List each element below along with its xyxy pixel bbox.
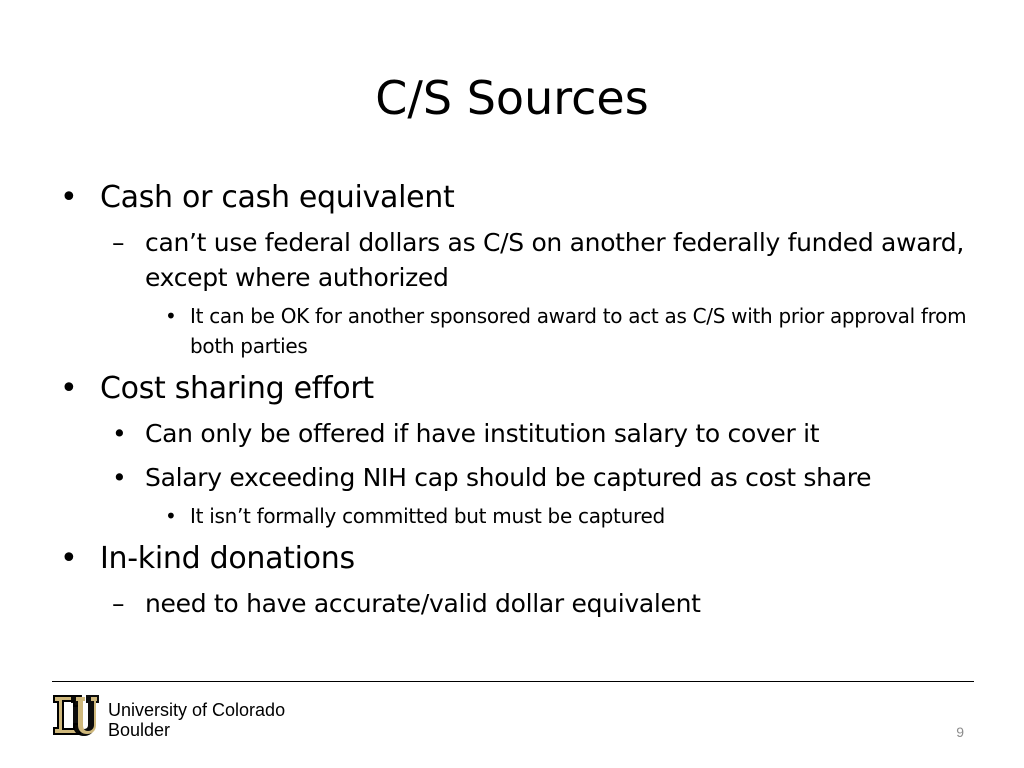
bullet-text: Cash or cash equivalent (100, 180, 455, 215)
sub-bullet-federal-dollars (60, 225, 980, 295)
bullet-cost-sharing-effort (60, 371, 980, 407)
sub-sub-bullet-formally-committed (60, 501, 980, 531)
university-wordmark (108, 700, 285, 740)
bullet-marker: • (60, 180, 78, 215)
page-number: 9 (956, 724, 964, 740)
sub-bullet-institution-salary (60, 416, 980, 451)
slide-title: C/S Sources (375, 71, 649, 125)
sub-sub-bullet-text: It isn’t formally committed but must be captured (190, 504, 665, 528)
bullet-text: In-kind donations (100, 541, 355, 576)
cu-logo-icon (52, 691, 100, 739)
sub-bullet-text: can’t use federal dollars as C/S on another federally funded award, except where authorized (145, 228, 964, 292)
sub-bullet-dollar-equivalent (60, 586, 980, 621)
footer-divider (52, 681, 974, 682)
bullet-marker: • (112, 463, 127, 492)
sub-bullet-text: need to have accurate/valid dollar equivalent (145, 589, 701, 618)
sub-bullet-text: Salary exceeding NIH cap should be captured as cost share (145, 463, 872, 492)
bullet-marker: • (165, 504, 177, 528)
bullet-cash (60, 180, 980, 216)
bullet-marker: • (60, 371, 78, 406)
bullet-text: Cost sharing effort (100, 371, 374, 406)
sub-bullet-nih-cap (60, 460, 980, 495)
campus-name-line: Boulder (108, 720, 171, 740)
university-name-line: University of Colorado (108, 700, 286, 720)
bullet-marker: • (165, 304, 177, 328)
sub-bullet-text: Can only be offered if have institution salary to cover it (145, 419, 820, 448)
bullet-marker: • (112, 419, 127, 448)
dash-marker: – (112, 228, 125, 257)
dash-marker: – (112, 589, 125, 618)
bullet-in-kind-donations (60, 541, 980, 577)
sub-sub-bullet-sponsored-award (60, 301, 980, 361)
slide-content (60, 180, 980, 621)
sub-sub-bullet-text: It can be OK for another sponsored award to act as C/S with prior approval from both parties (190, 304, 967, 358)
bullet-marker: • (60, 541, 78, 576)
